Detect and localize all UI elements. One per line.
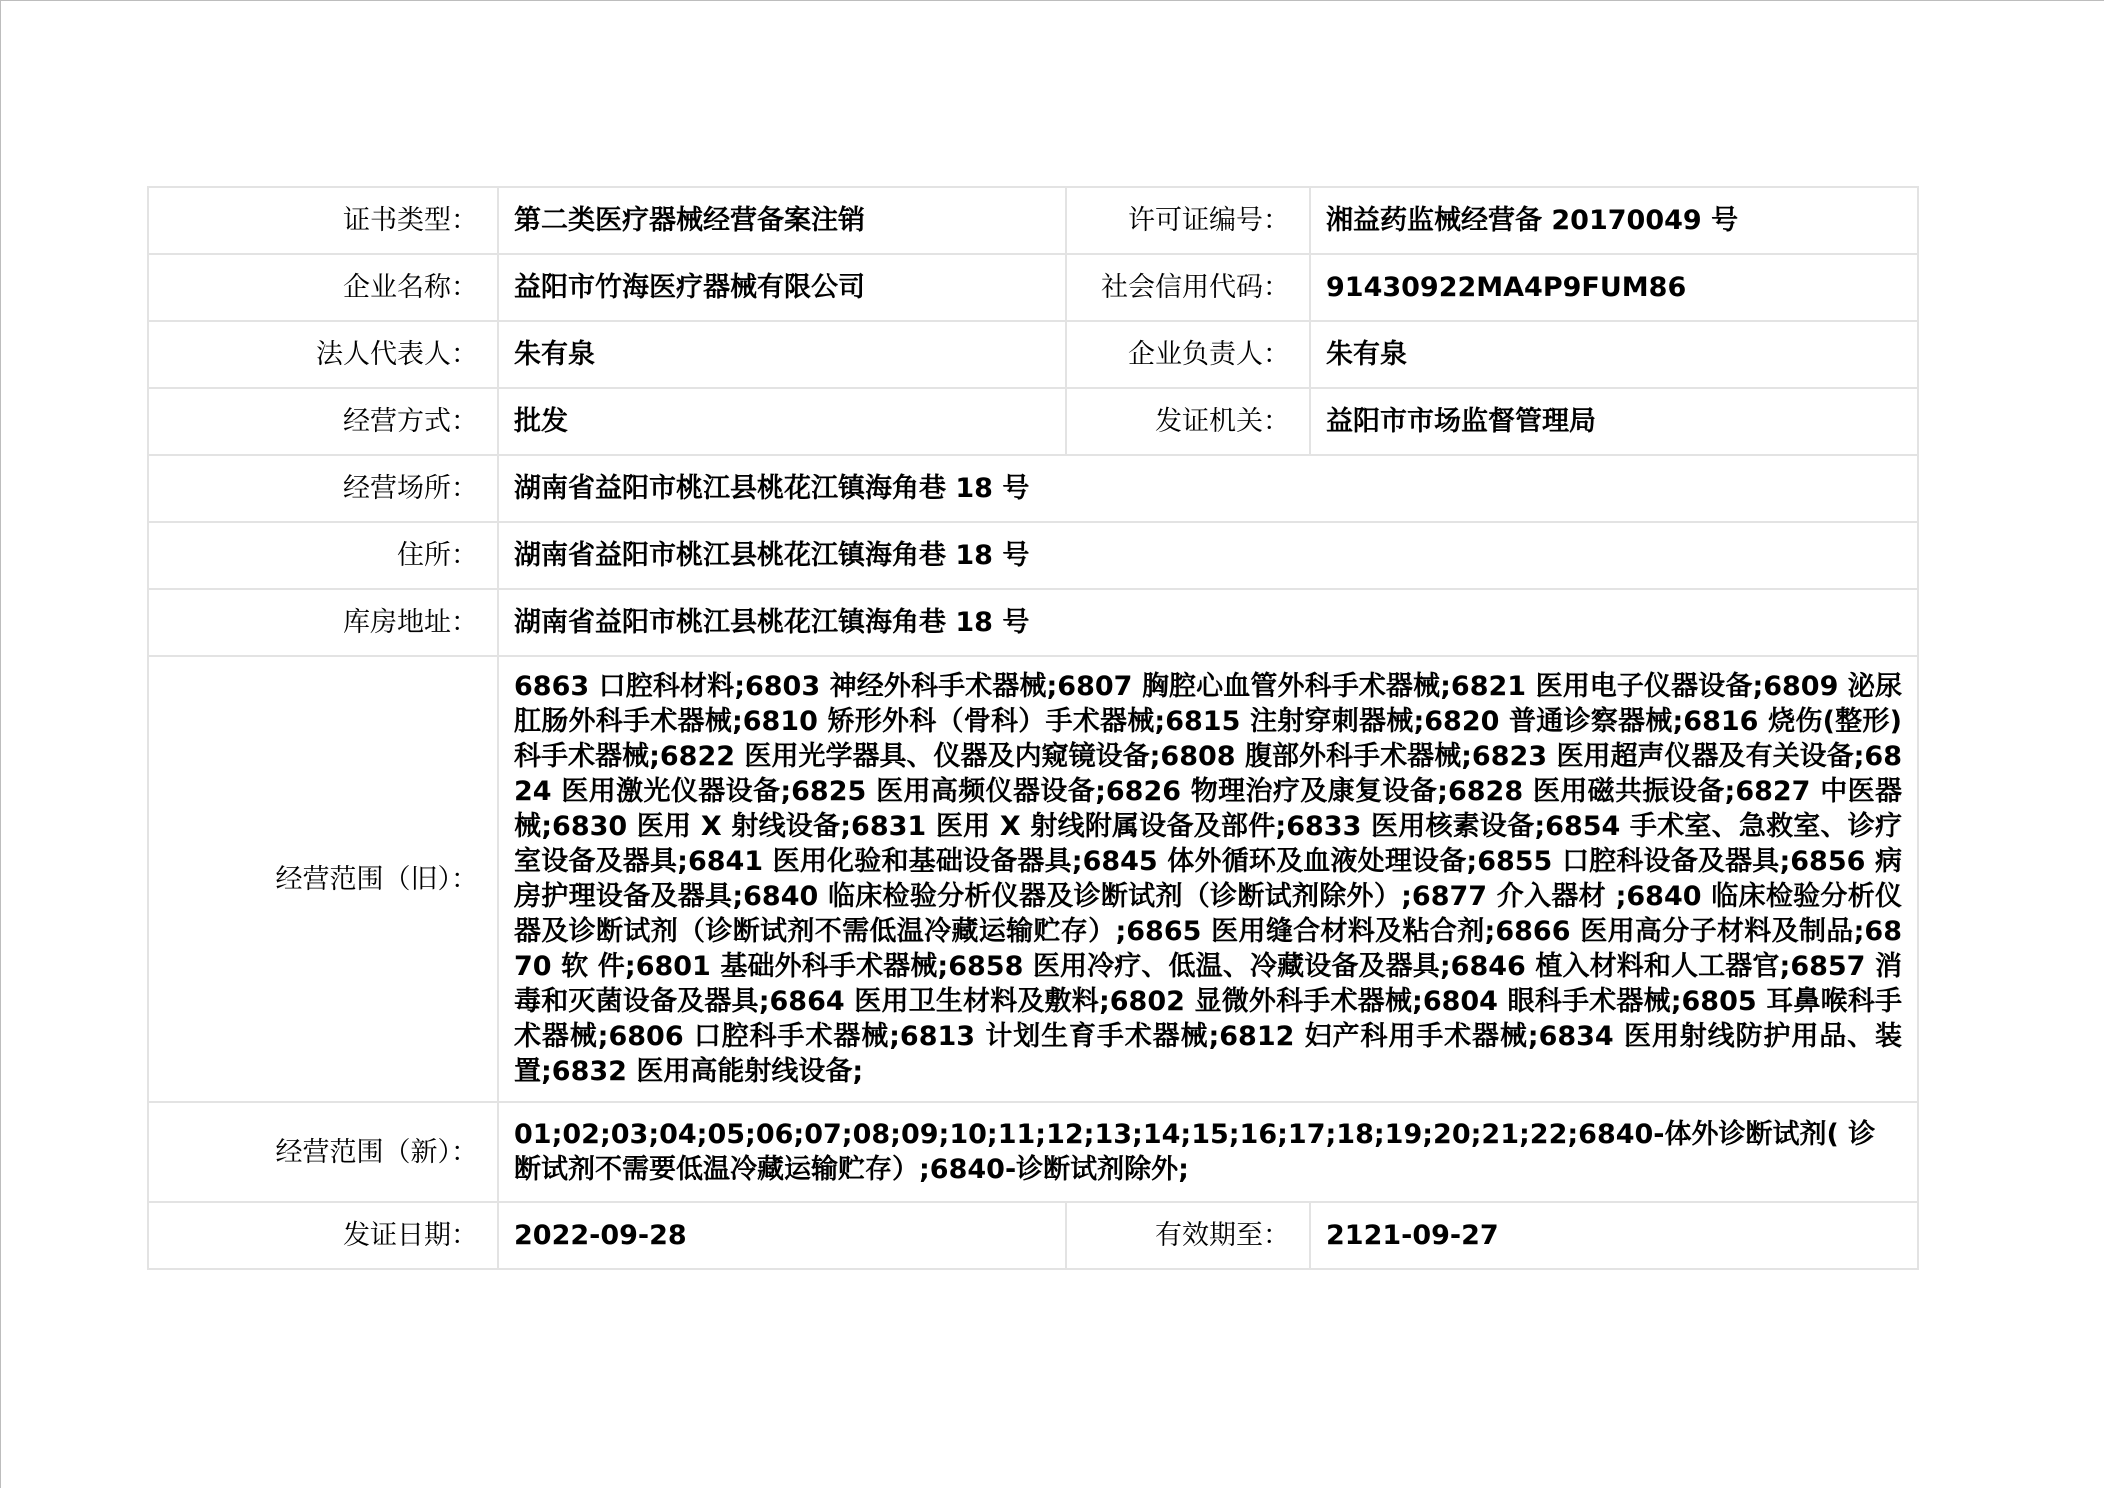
business-premises-label: 经营场所： bbox=[148, 455, 498, 522]
valid-until-label: 有效期至： bbox=[1066, 1202, 1310, 1269]
business-mode-label: 经营方式： bbox=[148, 388, 498, 455]
row-scope-new bbox=[148, 1102, 1918, 1202]
scope-old-value: 6863 口腔科材料;6803 神经外科手术器械;6807 胸腔心血管外科手术器械;6821 医用电子仪器设备;6809 泌尿肛肠外科手术器械;6810 矫形外科（骨科）手术器械;6815 注射穿刺器械;6820 普通诊察器械;6816 烧伤(整形)科手术器械;6822 医用光学器具、仪器及内窥镜设备;6808 腹部外科手术器械;6823 医用超声仪器及有关设备;6824 医用激光仪器设备;6825 医用高频仪器设备;6826 物理治疗及康复设备;6828 医用磁共振设备;6827 中医器械;6830 医用 X 射线设备;6831 医用 X 射线附属设备及部件;6833 医用核素设备;6854 手术室、急救室、诊疗室设备及器具;6841 医用化验和基础设备器具;6845 体外循环及血液处理设备;6855 口腔科设备及器具;6856 病房护理设备及器具;6840 临床检验分析仪器及诊断试剂（诊断试剂除外）;6877 介入器材 ;6840 临床检验分析仪器及诊断试剂（诊断试剂不需低温冷藏运输贮存）;6865 医用缝合材料及粘合剂;6866 医用高分子材料及制品;6870 软 件;6801 基础外科手术器械;6858 医用冷疗、低温、冷藏设备及器具;6846 植入材料和人工器官;6857 消毒和灭菌设备及器具;6864 医用卫生材料及敷料;6802 显微外科手术器械;6804 眼科手术器械;6805 耳鼻喉科手术器械;6806 口腔科手术器械;6813 计划生育手术器械;6812 妇产科用手术器械;6834 医用射线防护用品、装置;6832 医用高能射线设备; bbox=[498, 656, 1918, 1102]
row-mode-authority bbox=[148, 388, 1918, 455]
scope-new-label: 经营范围（新）： bbox=[148, 1102, 498, 1202]
credit-code-value: 91430922MA4P9FUM86 bbox=[1310, 254, 1918, 321]
business-premises-value: 湖南省益阳市桃江县桃花江镇海角巷 18 号 bbox=[498, 455, 1918, 522]
issue-date-label: 发证日期： bbox=[148, 1202, 498, 1269]
issuing-authority-label: 发证机关： bbox=[1066, 388, 1310, 455]
person-in-charge-label: 企业负责人： bbox=[1066, 321, 1310, 388]
cert-type-value: 第二类医疗器械经营备案注销 bbox=[498, 187, 1066, 254]
company-name-value: 益阳市竹海医疗器械有限公司 bbox=[498, 254, 1066, 321]
scope-old-label: 经营范围（旧）： bbox=[148, 656, 498, 1102]
row-residence bbox=[148, 522, 1918, 589]
row-scope-old bbox=[148, 656, 1918, 1102]
cert-type-label: 证书类型： bbox=[148, 187, 498, 254]
record-table bbox=[147, 186, 1919, 1270]
valid-until-value: 2121-09-27 bbox=[1310, 1202, 1918, 1269]
warehouse-address-label: 库房地址： bbox=[148, 589, 498, 656]
company-name-label: 企业名称： bbox=[148, 254, 498, 321]
issue-date-value: 2022-09-28 bbox=[498, 1202, 1066, 1269]
row-company bbox=[148, 254, 1918, 321]
issuing-authority-value: 益阳市市场监督管理局 bbox=[1310, 388, 1918, 455]
business-mode-value: 批发 bbox=[498, 388, 1066, 455]
row-dates bbox=[148, 1202, 1918, 1269]
row-persons bbox=[148, 321, 1918, 388]
warehouse-address-value: 湖南省益阳市桃江县桃花江镇海角巷 18 号 bbox=[498, 589, 1918, 656]
residence-label: 住所： bbox=[148, 522, 498, 589]
row-cert-type bbox=[148, 187, 1918, 254]
residence-value: 湖南省益阳市桃江县桃花江镇海角巷 18 号 bbox=[498, 522, 1918, 589]
scope-new-value: 01;02;03;04;05;06;07;08;09;10;11;12;13;14;15;16;17;18;19;20;21;22;6840-体外诊断试剂( 诊断试剂不需要低温冷藏运输贮存）;6840-诊断试剂除外; bbox=[498, 1102, 1918, 1202]
legal-rep-label: 法人代表人： bbox=[148, 321, 498, 388]
row-warehouse bbox=[148, 589, 1918, 656]
person-in-charge-value: 朱有泉 bbox=[1310, 321, 1918, 388]
legal-rep-value: 朱有泉 bbox=[498, 321, 1066, 388]
license-no-label: 许可证编号： bbox=[1066, 187, 1310, 254]
license-no-value: 湘益药监械经营备 20170049 号 bbox=[1310, 187, 1918, 254]
credit-code-label: 社会信用代码： bbox=[1066, 254, 1310, 321]
row-business-premises bbox=[148, 455, 1918, 522]
